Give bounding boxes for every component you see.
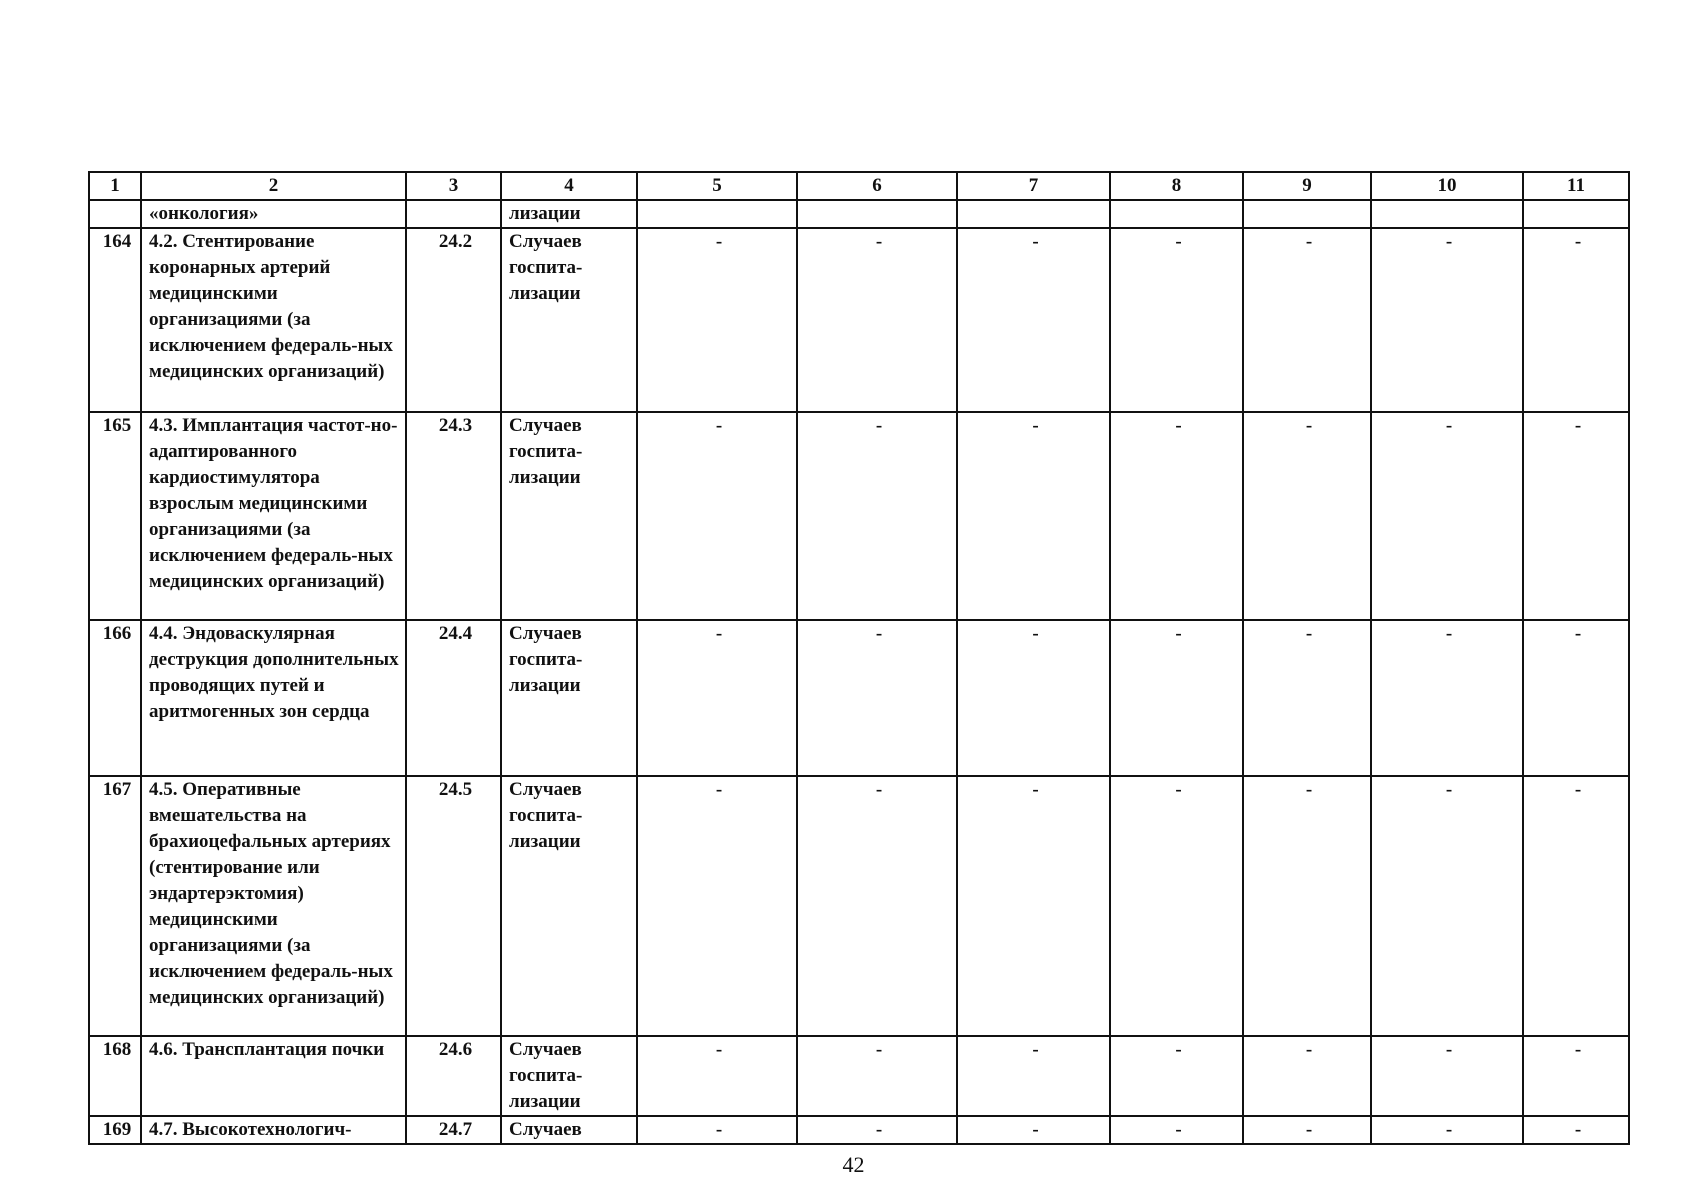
value-cell: - <box>1110 1036 1243 1116</box>
unit-cell: Случаев госпита-лизации <box>501 412 637 620</box>
value-cell: - <box>1523 1036 1629 1116</box>
code-cell: 24.7 <box>406 1116 501 1144</box>
table-row <box>89 620 1629 776</box>
value-cell <box>637 200 797 228</box>
value-cell: - <box>1243 776 1371 1036</box>
value-cell: - <box>797 412 957 620</box>
page-number: 42 <box>842 1152 865 1177</box>
header-row <box>89 172 1629 200</box>
code-cell <box>406 200 501 228</box>
data-table <box>88 171 1630 1145</box>
name-cell: 4.3. Имплантация частот-но-адаптированного кардиостимулятора взрослым медицинскими организациями (за исключением федераль-ных медицинских организаций) <box>141 412 406 620</box>
name-cell: 4.7. Высокотехнологич- <box>141 1116 406 1144</box>
value-cell: - <box>1243 620 1371 776</box>
code-cell: 24.6 <box>406 1036 501 1116</box>
value-cell: - <box>637 1036 797 1116</box>
column-header: 11 <box>1523 172 1629 200</box>
name-cell: 4.4. Эндоваскулярная деструкция дополнительных проводящих путей и аритмогенных зон сердца <box>141 620 406 776</box>
unit-cell: Случаев <box>501 1116 637 1144</box>
unit-cell: Случаев госпита-лизации <box>501 1036 637 1116</box>
row-number-cell: 164 <box>89 228 141 412</box>
value-cell: - <box>797 776 957 1036</box>
column-header: 4 <box>501 172 637 200</box>
row-number-cell: 169 <box>89 1116 141 1144</box>
value-cell: - <box>797 620 957 776</box>
code-cell: 24.2 <box>406 228 501 412</box>
value-cell: - <box>797 228 957 412</box>
value-cell: - <box>1243 1036 1371 1116</box>
value-cell: - <box>1371 228 1523 412</box>
value-cell: - <box>1110 412 1243 620</box>
table-row <box>89 228 1629 412</box>
value-cell: - <box>957 412 1110 620</box>
value-cell: - <box>637 1116 797 1144</box>
column-header: 8 <box>1110 172 1243 200</box>
value-cell: - <box>957 228 1110 412</box>
table-row <box>89 1036 1629 1116</box>
value-cell: - <box>1523 1116 1629 1144</box>
column-header: 3 <box>406 172 501 200</box>
name-cell: 4.5. Оперативные вмешательства на брахиоцефальных артериях (стентирование или эндартерэктомия) медицинскими организациями (за исключением федераль-ных медицинских организаций) <box>141 776 406 1036</box>
table-row <box>89 412 1629 620</box>
row-number-cell: 168 <box>89 1036 141 1116</box>
row-number-cell: 166 <box>89 620 141 776</box>
name-cell: 4.2. Стентирование коронарных артерий медицинскими организациями (за исключением федераль-ных медицинских организаций) <box>141 228 406 412</box>
value-cell: - <box>637 620 797 776</box>
column-header: 10 <box>1371 172 1523 200</box>
value-cell: - <box>1371 1036 1523 1116</box>
value-cell: - <box>1243 412 1371 620</box>
value-cell: - <box>957 1116 1110 1144</box>
row-number-cell: 165 <box>89 412 141 620</box>
value-cell: - <box>797 1116 957 1144</box>
value-cell: - <box>957 620 1110 776</box>
name-cell: «онкология» <box>141 200 406 228</box>
value-cell <box>1243 200 1371 228</box>
unit-cell: лизации <box>501 200 637 228</box>
value-cell: - <box>1371 776 1523 1036</box>
value-cell: - <box>957 1036 1110 1116</box>
continuation-row <box>89 200 1629 228</box>
value-cell: - <box>1110 620 1243 776</box>
value-cell: - <box>1371 620 1523 776</box>
name-cell: 4.6. Трансплантация почки <box>141 1036 406 1116</box>
value-cell: - <box>1371 1116 1523 1144</box>
value-cell: - <box>1110 1116 1243 1144</box>
table-row <box>89 1116 1629 1144</box>
value-cell: - <box>797 1036 957 1116</box>
code-cell: 24.5 <box>406 776 501 1036</box>
row-number-cell: 167 <box>89 776 141 1036</box>
value-cell <box>1523 200 1629 228</box>
column-header: 7 <box>957 172 1110 200</box>
unit-cell: Случаев госпита-лизации <box>501 776 637 1036</box>
value-cell: - <box>1523 412 1629 620</box>
unit-cell: Случаев госпита-лизации <box>501 228 637 412</box>
value-cell: - <box>1371 412 1523 620</box>
row-number-cell <box>89 200 141 228</box>
value-cell <box>797 200 957 228</box>
value-cell: - <box>637 228 797 412</box>
value-cell: - <box>1523 228 1629 412</box>
column-header: 9 <box>1243 172 1371 200</box>
value-cell: - <box>1243 228 1371 412</box>
value-cell <box>957 200 1110 228</box>
value-cell: - <box>1523 620 1629 776</box>
column-header: 5 <box>637 172 797 200</box>
column-header: 6 <box>797 172 957 200</box>
column-header: 1 <box>89 172 141 200</box>
column-header: 2 <box>141 172 406 200</box>
code-cell: 24.4 <box>406 620 501 776</box>
value-cell: - <box>1110 776 1243 1036</box>
value-cell: - <box>637 776 797 1036</box>
value-cell <box>1110 200 1243 228</box>
value-cell <box>1371 200 1523 228</box>
value-cell: - <box>1523 776 1629 1036</box>
value-cell: - <box>1243 1116 1371 1144</box>
code-cell: 24.3 <box>406 412 501 620</box>
unit-cell: Случаев госпита-лизации <box>501 620 637 776</box>
value-cell: - <box>637 412 797 620</box>
value-cell: - <box>1110 228 1243 412</box>
table-row <box>89 776 1629 1036</box>
value-cell: - <box>957 776 1110 1036</box>
